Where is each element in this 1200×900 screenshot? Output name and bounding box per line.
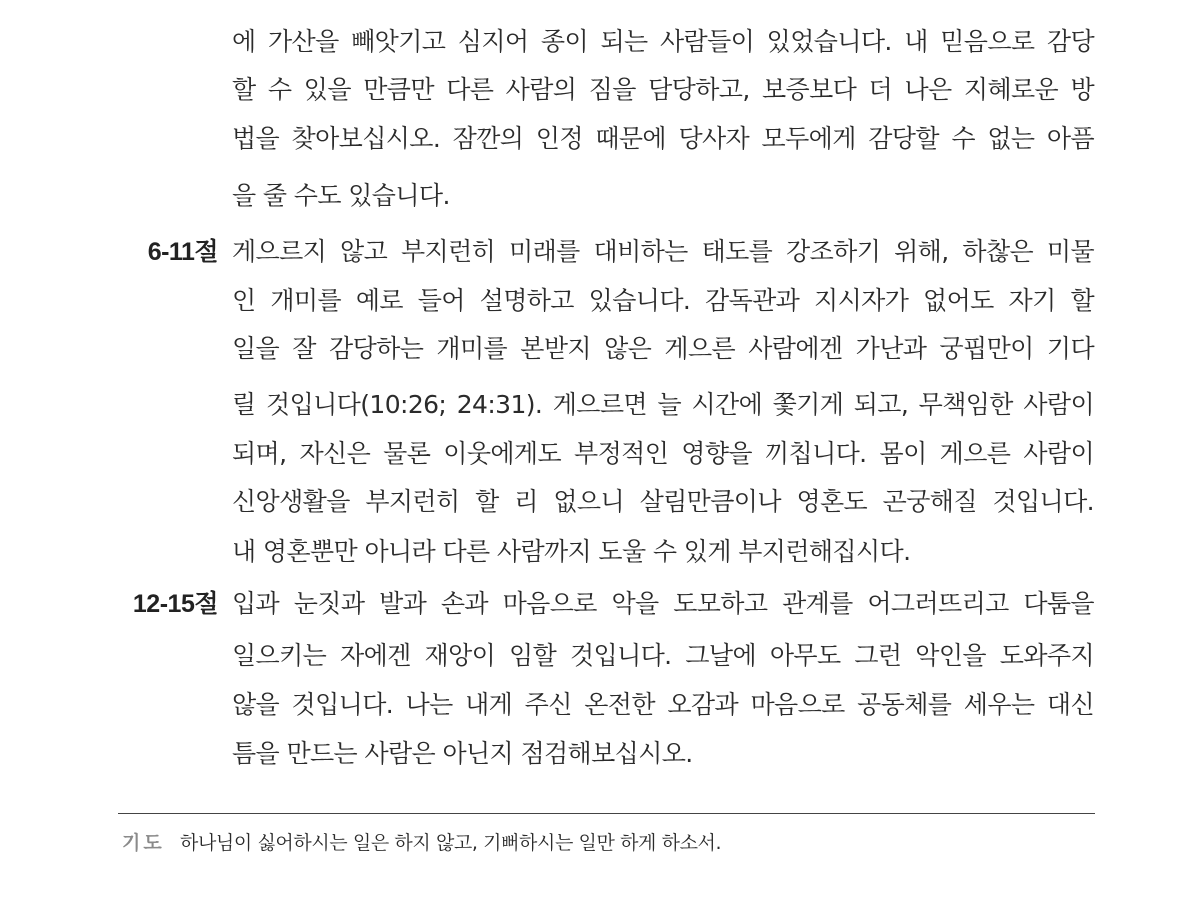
- passage-line: 릴 것입니다(10:26; 24:31). 게으르면 늘 시간에 쫓기게 되고, 무책임한 사람이: [232, 390, 1094, 419]
- prayer-label: 기도: [122, 832, 165, 854]
- section-divider: [118, 813, 1095, 814]
- passage-line: 일으키는 자에겐 재앙이 임할 것입니다. 그날에 아무도 그런 악인을 도와주지: [232, 641, 1094, 670]
- passage-line: 인 개미를 예로 들어 설명하고 있습니다. 감독관과 지시자가 없어도 자기 할: [232, 286, 1094, 315]
- passage-line: 않을 것입니다. 나는 내게 주신 온전한 오감과 마음으로 공동체를 세우는 대신: [232, 690, 1094, 719]
- passage-line: 내 영혼뿐만 아니라 다른 사람까지 도울 수 있게 부지런해집시다.: [232, 537, 911, 566]
- passage-line: 에 가산을 빼앗기고 심지어 종이 되는 사람들이 있었습니다. 내 믿음으로 감당: [232, 27, 1094, 56]
- passage-line: 할 수 있을 만큼만 다른 사람의 짐을 담당하고, 보증보다 더 나은 지혜로운 방: [232, 75, 1094, 104]
- passage-line: 법을 찾아보십시오. 잠깐의 인정 때문에 당사자 모두에게 감당할 수 없는 아픔: [232, 124, 1094, 153]
- passage-line: 입과 눈짓과 발과 손과 마음으로 악을 도모하고 관계를 어그러뜨리고 다툼을: [232, 589, 1094, 618]
- passage-line: 게으르지 않고 부지런히 미래를 대비하는 태도를 강조하기 위해, 하찮은 미물: [232, 237, 1094, 266]
- verse-label: 6-11절: [147, 238, 218, 266]
- passage-line: 틈을 만드는 사람은 아닌지 점검해보십시오.: [232, 739, 693, 768]
- prayer-text: 하나님이 싫어하시는 일은 하지 않고, 기뻐하시는 일만 하게 하소서.: [180, 832, 722, 854]
- verse-label: 12-15절: [132, 590, 218, 618]
- passage-line: 되며, 자신은 물론 이웃에게도 부정적인 영향을 끼칩니다. 몸이 게으른 사람이: [232, 439, 1094, 468]
- passage-line: 을 줄 수도 있습니다.: [232, 181, 450, 210]
- passage-line: 신앙생활을 부지런히 할 리 없으니 살림만큼이나 영혼도 곤궁해질 것입니다.: [232, 487, 1094, 516]
- passage-line: 일을 잘 감당하는 개미를 본받지 않은 게으른 사람에겐 가난과 궁핍만이 기다: [232, 334, 1094, 363]
